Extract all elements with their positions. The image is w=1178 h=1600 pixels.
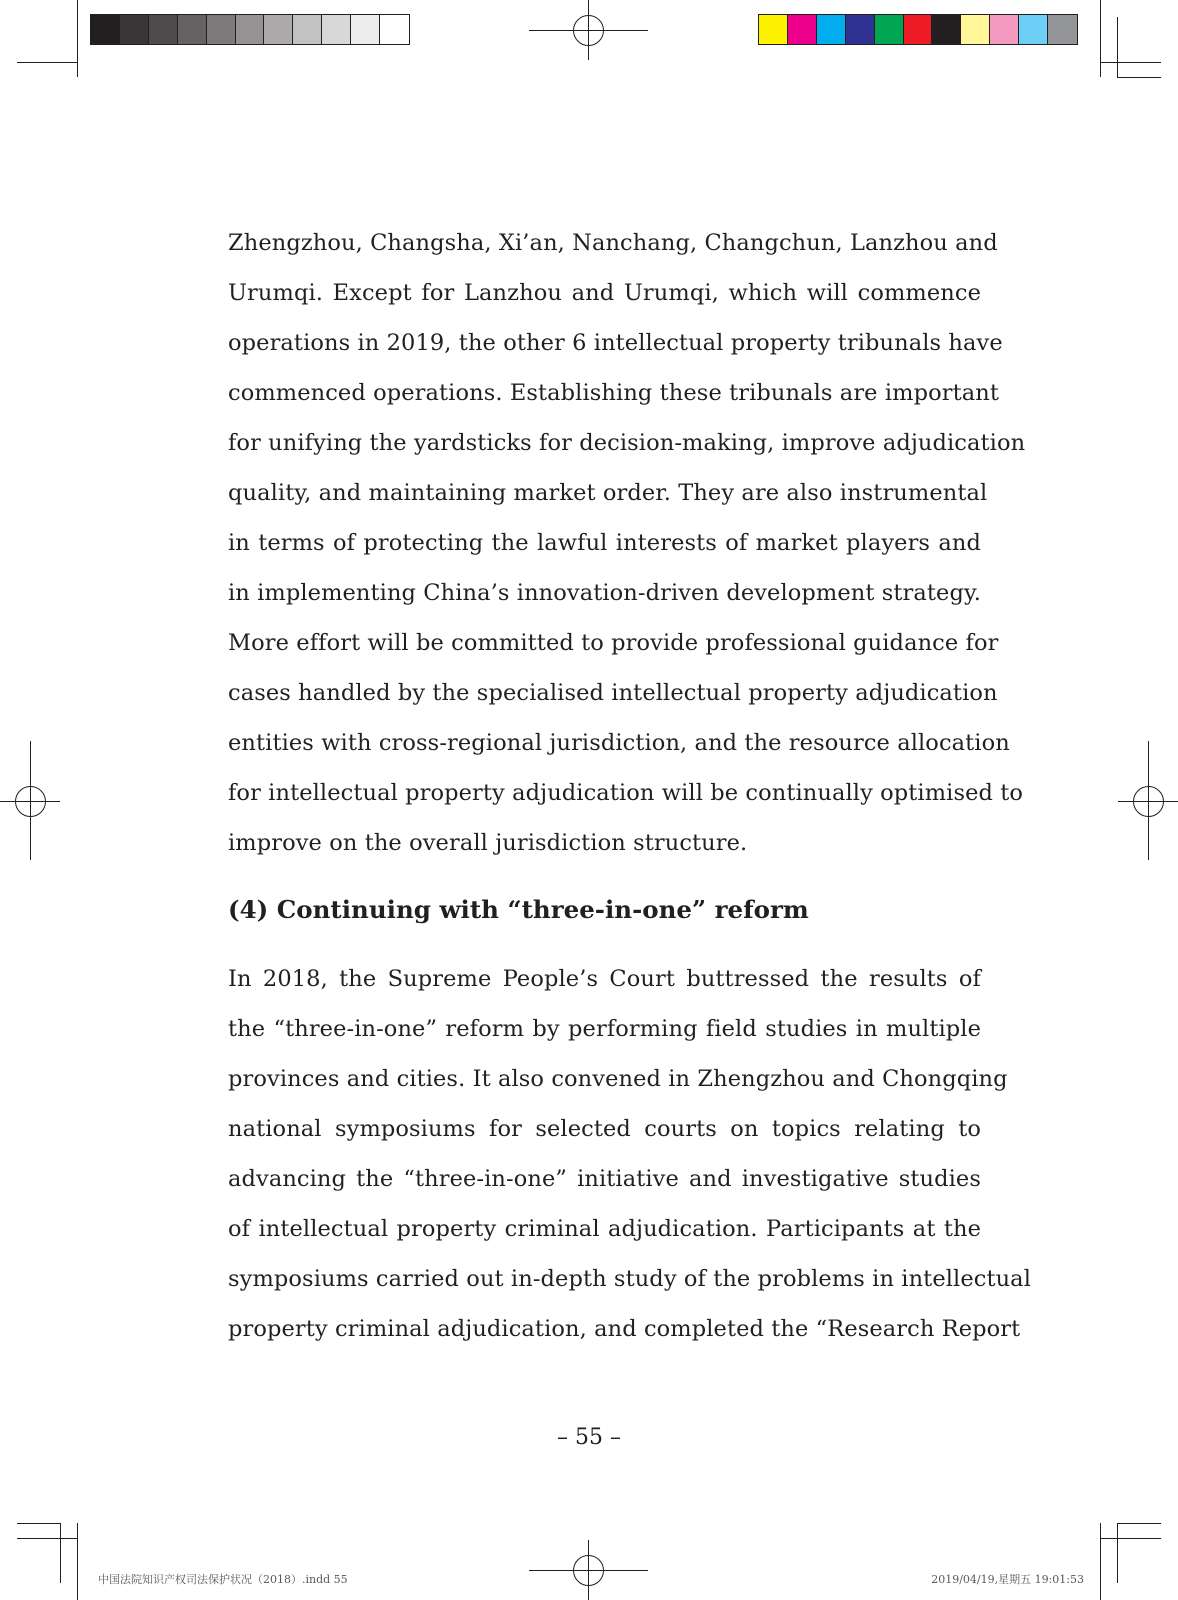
crop-mark-top-left-h [17, 62, 78, 63]
text-line: operations in 2019, the other 6 intellectual property tribunals have [228, 330, 1003, 356]
crop-mark-bottom-left-h [17, 1538, 78, 1539]
color-swatch [904, 15, 933, 44]
color-swatch [846, 15, 875, 44]
grayscale-swatch [178, 15, 207, 44]
grayscale-bar [90, 14, 410, 45]
grayscale-swatch [351, 15, 380, 44]
grayscale-swatch [293, 15, 322, 44]
registration-mark-top-circle [573, 15, 604, 46]
crop-mark-top-right-h [1100, 62, 1161, 63]
text-line: for unifying the yardsticks for decision-making, improve adjudication [228, 430, 1026, 456]
grayscale-swatch [236, 15, 265, 44]
registration-mark-bottom-circle [573, 1555, 604, 1586]
text-line: Zhengzhou, Changsha, Xi’an, Nanchang, Changchun, Lanzhou and [228, 230, 998, 256]
color-swatch [1048, 15, 1077, 44]
text-line: commenced operations. Establishing these tribunals are important [228, 380, 999, 406]
text-line: advancing the “three-in-one” initiative and investigative studies [228, 1166, 981, 1192]
color-swatch [759, 15, 788, 44]
color-swatch [990, 15, 1019, 44]
text-line: Urumqi. Except for Lanzhou and Urumqi, which will commence [228, 280, 981, 306]
grayscale-swatch [91, 15, 120, 44]
text-line: cases handled by the specialised intellectual property adjudication [228, 680, 998, 706]
grayscale-swatch [120, 15, 149, 44]
grayscale-swatch [264, 15, 293, 44]
text-line: for intellectual property adjudication will be continually optimised to [228, 780, 1024, 806]
page-number: – 55 – [557, 1425, 621, 1450]
grayscale-swatch [149, 15, 178, 44]
paragraph-2 [228, 954, 1031, 1354]
grayscale-swatch [207, 15, 236, 44]
text-line: the “three-in-one” reform by performing field studies in multiple [228, 1016, 981, 1042]
crop-mark-bottom-left-inner-h [17, 1523, 61, 1524]
color-swatch [961, 15, 990, 44]
crop-mark-bottom-right-inner-h [1117, 1523, 1161, 1524]
text-line: quality, and maintaining market order. They are also instrumental [228, 480, 988, 506]
registration-mark-right-circle [1133, 786, 1164, 817]
footer-file-name: 中国法院知识产权司法保护状况（2018）.indd 55 [98, 1573, 348, 1586]
text-line: symposiums carried out in-depth study of the problems in intellectual [228, 1266, 1031, 1292]
color-swatch [788, 15, 817, 44]
crop-mark-top-left-v [77, 0, 78, 77]
paragraph-1 [228, 218, 1026, 868]
grayscale-swatch [322, 15, 351, 44]
text-line: provinces and cities. It also convened in Zhengzhou and Chongqing [228, 1066, 1008, 1092]
text-line: national symposiums for selected courts on topics relating to [228, 1116, 981, 1142]
text-line: In 2018, the Supreme People’s Court buttressed the results of [228, 966, 981, 992]
color-swatch [817, 15, 846, 44]
crop-mark-bottom-left-inner-v [60, 1523, 61, 1583]
crop-mark-top-right-inner-h [1117, 77, 1161, 78]
text-line: improve on the overall jurisdiction structure. [228, 830, 748, 856]
crop-mark-top-right-v [1100, 0, 1101, 77]
text-line: of intellectual property criminal adjudication. Participants at the [228, 1216, 981, 1242]
text-line: property criminal adjudication, and completed the “Research Report [228, 1316, 1021, 1342]
text-line: More effort will be committed to provide professional guidance for [228, 630, 999, 656]
color-swatch [932, 15, 961, 44]
text-line: in implementing China’s innovation-driven development strategy. [228, 580, 982, 606]
crop-mark-top-right-inner-v [1117, 17, 1118, 77]
footer-timestamp: 2019/04/19,星期五 19:01:53 [931, 1573, 1084, 1586]
grayscale-swatch [380, 15, 409, 44]
color-bar [758, 14, 1078, 45]
text-line: in terms of protecting the lawful interests of market players and [228, 530, 981, 556]
color-swatch [1019, 15, 1048, 44]
crop-mark-bottom-right-v [1100, 1523, 1101, 1600]
crop-mark-bottom-right-inner-v [1117, 1523, 1118, 1583]
section-heading: (4) Continuing with “three-in-one” reform [228, 895, 809, 924]
crop-mark-bottom-left-v [77, 1523, 78, 1600]
registration-mark-left-circle [15, 786, 46, 817]
color-swatch [875, 15, 904, 44]
crop-mark-bottom-right-h [1100, 1538, 1161, 1539]
text-line: entities with cross-regional jurisdiction, and the resource allocation [228, 730, 1010, 756]
